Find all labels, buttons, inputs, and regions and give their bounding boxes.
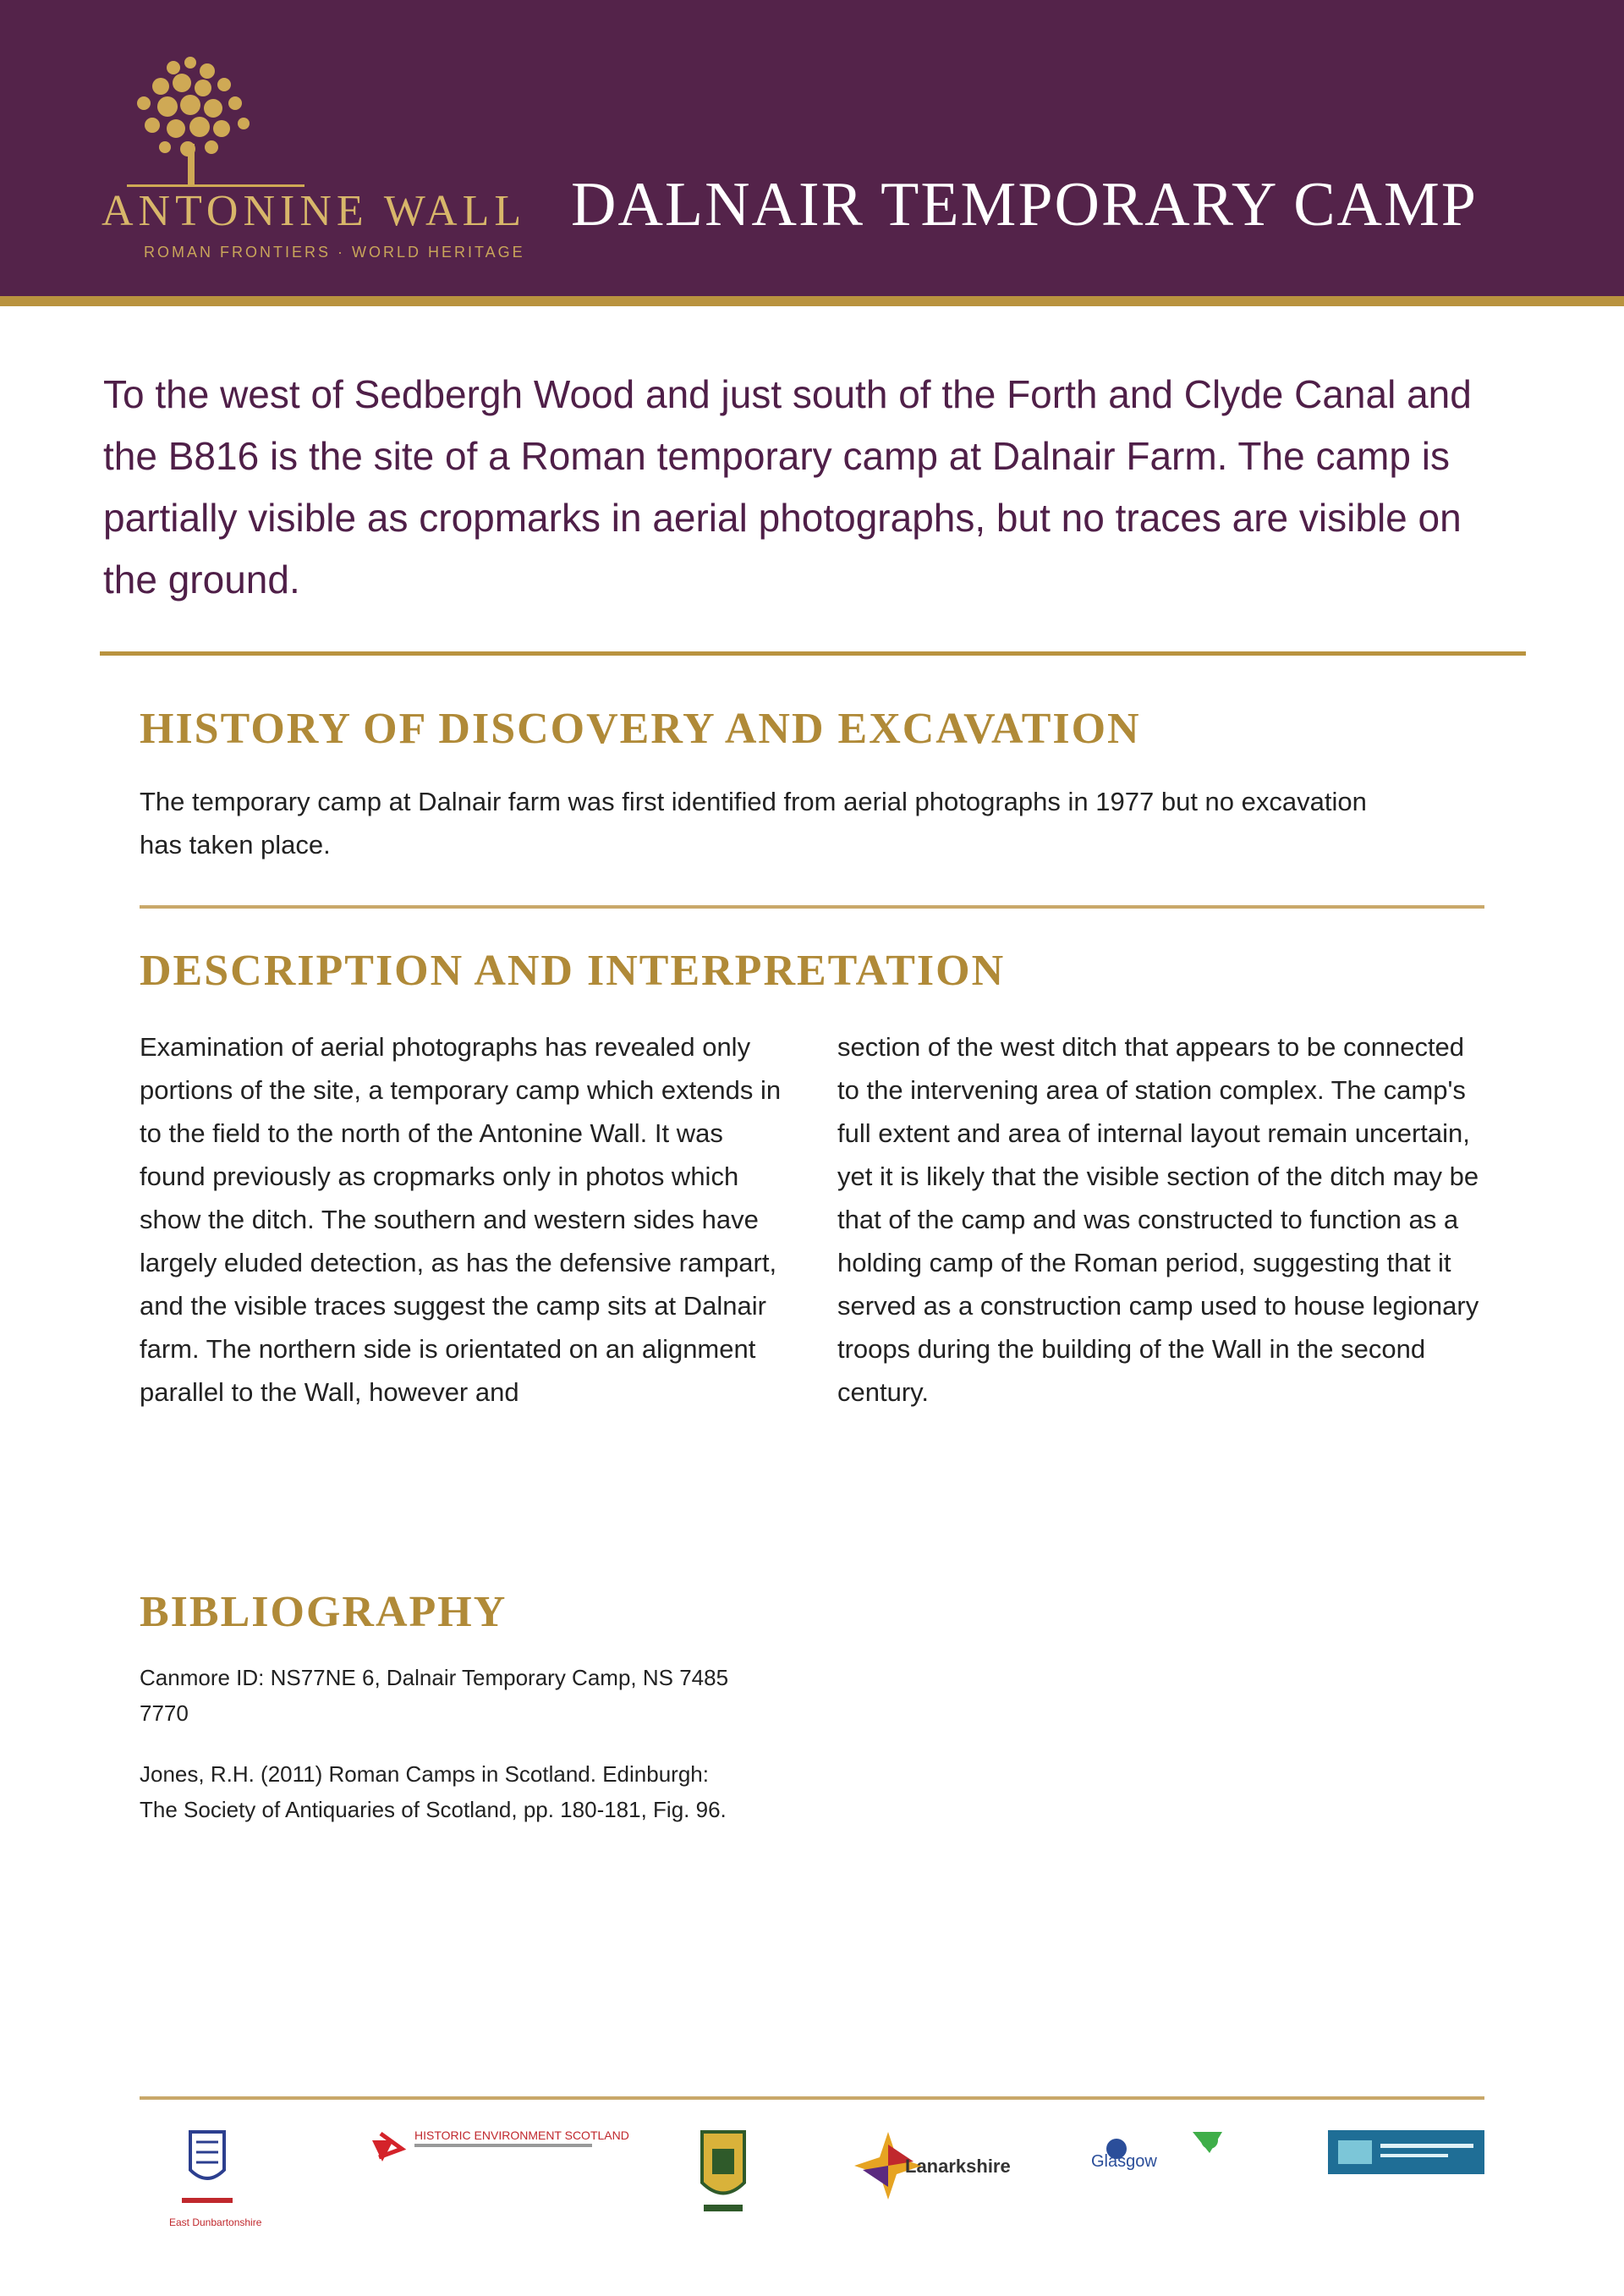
bibliography-heading: BIBLIOGRAPHY — [140, 1588, 508, 1636]
sponsor-label: HISTORIC ENVIRONMENT SCOTLAND — [414, 2128, 629, 2142]
sponsor-glasgow — [1083, 2123, 1243, 2233]
sponsor-falkirk — [694, 2123, 753, 2233]
bibliography-entry: Jones, R.H. (2011) Roman Camps in Scotland. Edinburgh: The Society of Antiquaries of Scotland, pp. 180-181, Fig. 96. — [140, 1761, 727, 1822]
description-column-1: Examination of aerial photographs has revealed only portions of the site, a temporary camp which extends in to the field to the north of the Antonine Wall. It was found previously as cropmarks only in photos which show the ditch. The southern and western sides have largely eluded detection, as has the defensive rampart, and the visible traces suggest the camp sits at Dalnair farm. The northern side is orientated on an alignment parallel to the Wall, however and — [140, 1032, 782, 1407]
description-heading: DESCRIPTION AND INTERPRETATION — [140, 947, 1006, 995]
sponsor-east-dunbartonshire — [169, 2123, 262, 2233]
intro-divider — [100, 651, 1526, 656]
footer-divider — [140, 2096, 1484, 2100]
east-dunbartonshire-crest-icon — [169, 2123, 245, 2216]
sponsor-label: Lanarkshire — [905, 2156, 1011, 2177]
bibliography-list — [140, 1660, 749, 1853]
history-heading: HISTORY OF DISCOVERY AND EXCAVATION — [140, 705, 1141, 753]
history-text: The temporary camp at Dalnair farm was first identified from aerial photographs in 1977 but no excavation has taken place. — [140, 787, 1367, 860]
bibliography-entry: Canmore ID: NS77NE 6, Dalnair Temporary Camp, NS 7485 7770 — [140, 1665, 729, 1726]
sponsor-west-dunbartonshire — [1328, 2123, 1484, 2233]
intro-paragraph: To the west of Sedbergh Wood and just south of the Forth and Clyde Canal and the B816 is the site of a Roman temporary camp at Dalnair Farm. The camp is partially visible as cropmarks in aerial photographs, but no traces are visible on the ground. — [103, 372, 1472, 601]
antonine-wall-logo — [93, 51, 527, 271]
falkirk-crest-icon — [694, 2123, 753, 2216]
header-divider — [0, 296, 1624, 306]
logo-name: ANTONINE WALL — [102, 187, 527, 235]
history-divider — [140, 905, 1484, 909]
tree-logo-icon — [93, 51, 313, 195]
logo-tagline: ROMAN FRONTIERS · WORLD HERITAGE — [144, 244, 525, 261]
sponsor-historic-environment-scotland — [364, 2123, 629, 2233]
description-column-2: section of the west ditch that appears to be connected to the intervening area of station complex. The camp's full extent and area of internal layout remain uncertain, yet it is likely that the visible section of the ditch may be that of the camp and was constructed to function as a holding camp of the Roman period, suggesting that it served as a construction camp used to house legionary troops during the building of the Wall in the second century. — [837, 1032, 1479, 1407]
west-dunbartonshire-logo-icon — [1328, 2123, 1484, 2183]
sponsor-label: Glasgow — [1091, 2152, 1157, 2171]
page-title: DALNAIR TEMPORARY CAMP — [571, 170, 1478, 239]
sponsor-label: East Dunbartonshire — [169, 2216, 262, 2228]
page-header — [0, 0, 1624, 296]
sponsor-lanarkshire — [846, 2123, 1011, 2233]
